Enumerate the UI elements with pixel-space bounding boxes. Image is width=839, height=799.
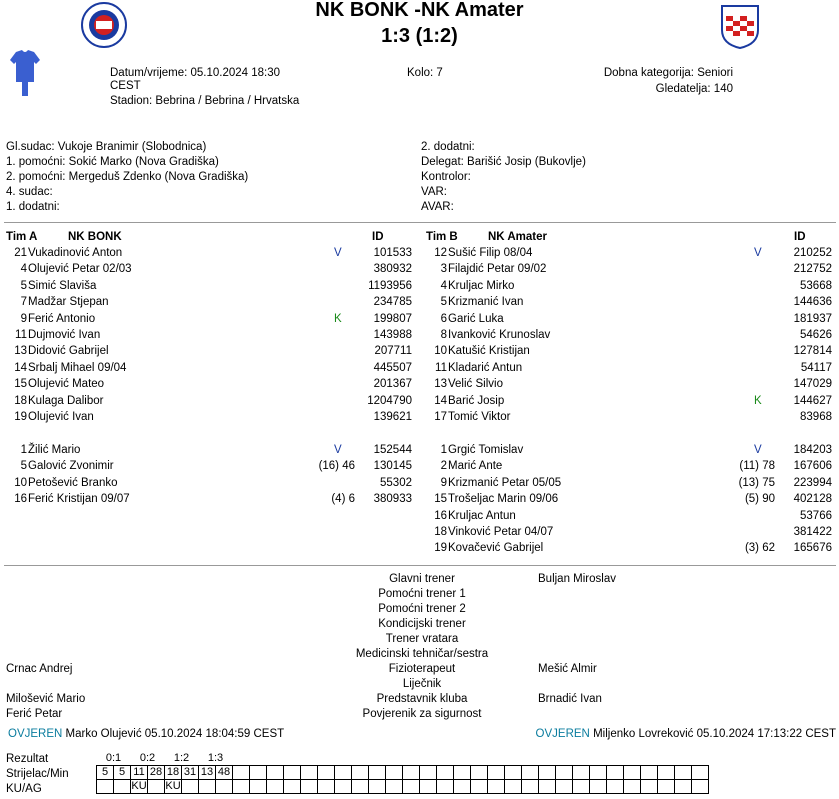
player-number: 18 [14, 394, 27, 407]
player-id: 147029 [793, 378, 832, 391]
result-cell-empty [335, 752, 352, 766]
scorer-cell: 5 [114, 766, 131, 780]
player-id: 212752 [793, 263, 832, 276]
scorer-cell-empty [590, 766, 607, 780]
player-name: Simić Slaviša [28, 279, 97, 292]
kuag-cell-empty [624, 780, 641, 794]
player-name: Velić Silvio [448, 378, 503, 391]
player-id: 144636 [793, 296, 832, 309]
player-number: 16 [434, 509, 447, 522]
scorer-cell: 31 [182, 766, 199, 780]
verified-status: OVJEREN [8, 728, 63, 740]
kuag-cell-empty [250, 780, 267, 794]
player-id: 130145 [373, 460, 412, 473]
player-name: Marić Ante [448, 460, 503, 473]
kuag-cell: KU [165, 780, 181, 792]
staff-member-team-b: Brnadić Ivan [538, 693, 602, 705]
player-name: Kruljac Mirko [448, 279, 515, 292]
player-id: 55302 [380, 476, 412, 489]
kuag-cell-empty [675, 780, 692, 794]
player-number: 19 [14, 411, 27, 423]
kuag-cell-empty [233, 780, 250, 794]
substitution-info: (11) 78 [739, 460, 775, 473]
player-name: Srbalj Mihael 09/04 [28, 361, 127, 374]
verification-right [536, 728, 836, 740]
player-id: 207711 [374, 345, 412, 358]
result-cell: 1:3 [207, 752, 224, 764]
player-number: 3 [440, 263, 447, 276]
match-title: NK BONK -NK Amater [315, 0, 524, 21]
player-id: 201367 [373, 378, 412, 391]
player-id: 165676 [793, 542, 832, 555]
player-number: 14 [14, 361, 27, 374]
player-id: 210252 [793, 247, 832, 259]
goalkeeper-mark: V [754, 444, 762, 456]
player-name: Olujević Petar 02/03 [28, 263, 132, 276]
scorer-cell-empty [250, 766, 267, 780]
result-cell-empty [522, 752, 539, 766]
player-name: Katušić Kristijan [448, 345, 530, 358]
official-entry: Kontrolor: [421, 171, 471, 183]
away-club-logo [718, 2, 762, 50]
official-entry: 1. dodatni: [6, 201, 60, 213]
staff-member-team-b: Mešić Almir [538, 663, 597, 675]
scorer-cell: 11 [131, 766, 148, 780]
player-number: 1 [20, 444, 27, 456]
scorer-cell-empty [641, 766, 658, 780]
substitution-info: (4) 6 [331, 493, 355, 506]
result-cell-empty [658, 752, 675, 766]
captain-mark: K [334, 312, 342, 325]
scoreboard-label-kuag: KU/AG [6, 783, 42, 795]
player-number: 1 [440, 444, 447, 456]
player-number: 8 [440, 329, 447, 341]
goalkeeper-mark: V [334, 444, 342, 456]
player-name: Tomić Viktor [448, 411, 511, 423]
kuag-cell-empty [437, 780, 454, 794]
kuag-cell [182, 780, 199, 794]
staff-role: Fizioterapeut [388, 663, 456, 675]
player-name: Krizmanić Petar 05/05 [448, 476, 562, 489]
player-number: 2 [440, 460, 447, 473]
team-a-name: NK BONK [68, 231, 122, 243]
player-number: 4 [20, 263, 27, 276]
player-number: 13 [14, 345, 27, 358]
staff-role: Glavni trener [389, 573, 455, 585]
official-entry: AVAR: [421, 201, 454, 213]
staff-role: Predstavnik kluba [376, 693, 468, 705]
player-id: 1204790 [367, 394, 412, 407]
scoreboard-label-scorer: Strijelac/Min [6, 768, 69, 780]
result-cell-empty [318, 752, 335, 766]
official-entry: Gl.sudac: Vukoje Branimir (Slobodnica) [6, 141, 207, 153]
player-number: 5 [20, 279, 27, 292]
scorer-cell-empty [369, 766, 386, 780]
player-number: 17 [434, 411, 447, 423]
player-id: 380933 [373, 493, 412, 506]
scorer-cell: 13 [199, 766, 216, 780]
staff-role: Trener vratara [385, 633, 459, 645]
result-cell-empty [607, 752, 624, 766]
kuag-cell-empty [658, 780, 675, 794]
scorer-cell-empty [607, 766, 624, 780]
player-name: Kovačević Gabrijel [448, 542, 544, 555]
official-entry: 2. dodatni: [421, 141, 475, 153]
kuag-cell-empty [522, 780, 539, 794]
match-stadium: Stadion: Bebrina / Bebrina / Hrvatska [110, 95, 300, 107]
player-id: 127814 [793, 345, 832, 358]
result-cell-empty [488, 752, 505, 766]
kuag-cell-empty [539, 780, 556, 794]
scorer-cell-empty [454, 766, 471, 780]
player-id: 181937 [793, 312, 832, 325]
verification-left [8, 728, 284, 740]
scorer-cell-empty [420, 766, 437, 780]
player-id: 402128 [793, 493, 832, 506]
kuag-cell-empty [488, 780, 505, 794]
result-cell-empty [386, 752, 403, 766]
player-name: Barić Josip [448, 394, 505, 407]
team-a-label: Tim A [6, 231, 38, 243]
player-name: Ivanković Krunoslav [448, 329, 551, 341]
scorer-cell-empty [658, 766, 675, 780]
team-b-id-header: ID [794, 231, 806, 243]
scorer-cell-empty [539, 766, 556, 780]
kuag-cell-empty [556, 780, 573, 794]
scorer-cell-empty [624, 766, 641, 780]
kuag-cell-empty [692, 780, 709, 794]
player-number: 12 [434, 247, 447, 259]
player-id: 143988 [373, 329, 412, 341]
scorer-cell-empty [284, 766, 301, 780]
scorer-cell: 28 [148, 766, 165, 780]
scorer-cell-empty [437, 766, 454, 780]
player-name: Vukadinović Anton [28, 247, 123, 259]
kuag-cell-empty [420, 780, 437, 794]
player-number: 4 [440, 279, 447, 292]
scorer-cell-empty [318, 766, 335, 780]
scorer-cell-empty [488, 766, 505, 780]
player-number: 14 [434, 394, 447, 407]
separator [4, 565, 836, 566]
player-number: 11 [435, 361, 447, 374]
player-id: 152544 [373, 444, 412, 456]
match-round: Kolo: 7 [407, 67, 443, 79]
player-name: Kulaga Dalibor [28, 394, 104, 407]
player-name: Filajdić Petar 09/02 [448, 263, 547, 276]
kuag-cell [97, 780, 114, 794]
player-number: 19 [434, 542, 447, 555]
kuag-cell-empty [369, 780, 386, 794]
player-number: 5 [20, 460, 27, 473]
result-cell-empty [454, 752, 471, 766]
player-number: 10 [434, 345, 447, 358]
staff-role: Liječnik [402, 678, 442, 690]
player-number: 21 [14, 247, 27, 259]
player-id: 445507 [373, 361, 412, 374]
player-id: 1193956 [368, 279, 412, 292]
player-name: Kladarić Antun [448, 361, 523, 374]
player-name: Trošeljac Marin 09/06 [448, 493, 559, 506]
official-entry: 4. sudac: [6, 186, 53, 198]
scorer-cell-empty [352, 766, 369, 780]
result-cell: 0:1 [105, 752, 122, 764]
player-id: 83968 [800, 411, 832, 423]
player-number: 9 [20, 312, 27, 325]
kuag-cell-empty [267, 780, 284, 794]
scorer-cell-empty [471, 766, 488, 780]
scorer-cell-empty [675, 766, 692, 780]
player-number: 9 [440, 476, 447, 489]
player-name: Madžar Stjepan [28, 296, 109, 309]
jersey-icon [10, 50, 40, 98]
player-name: Didović Gabrijel [28, 345, 109, 358]
match-score: 1:3 (1:2) [381, 25, 458, 47]
player-id: 53766 [800, 509, 832, 522]
player-number: 5 [440, 296, 447, 309]
kuag-cell-empty [471, 780, 488, 794]
scorer-cell-empty [335, 766, 352, 780]
player-id: 184203 [793, 444, 832, 456]
result-cell-empty [675, 752, 692, 766]
captain-mark: K [754, 394, 762, 407]
result-cell-empty [641, 752, 658, 766]
scorer-cell-empty [522, 766, 539, 780]
result-cell-empty [437, 752, 454, 766]
result-cell: 1:2 [173, 752, 190, 764]
staff-role: Medicinski tehničar/sestra [355, 648, 489, 660]
kuag-cell-empty [607, 780, 624, 794]
player-id: 101533 [373, 247, 412, 259]
kuag-cell-empty [335, 780, 352, 794]
match-timezone: CEST [110, 80, 141, 92]
player-id: 139621 [373, 411, 412, 423]
player-name: Ferić Kristijan 09/07 [28, 493, 130, 506]
player-id: 167606 [793, 460, 832, 473]
result-cell-empty [233, 752, 250, 766]
result-cell-empty [505, 752, 522, 766]
scoreboard-label-result: Rezultat [6, 753, 49, 765]
verified-by: Marko Olujević 05.10.2024 18:04:59 CEST [65, 728, 285, 740]
player-name: Olujević Mateo [28, 378, 105, 391]
verified-status: OVJEREN [535, 728, 590, 740]
kuag-cell-empty [590, 780, 607, 794]
official-entry: VAR: [421, 186, 447, 198]
result-cell-empty [284, 752, 301, 766]
official-entry: 2. pomoćni: Mergeduš Zdenko (Nova Gradiška) [6, 171, 249, 183]
staff-member-team-b: Buljan Miroslav [538, 573, 616, 585]
player-number: 7 [20, 296, 27, 309]
kuag-cell [216, 780, 233, 794]
player-number: 15 [14, 378, 27, 391]
player-id: 223994 [793, 476, 832, 489]
staff-role: Povjerenik za sigurnost [362, 708, 482, 720]
official-entry: 1. pomoćni: Sokić Marko (Nova Gradiška) [6, 156, 219, 168]
scorer-cell-empty [403, 766, 420, 780]
player-name: Olujević Ivan [28, 411, 94, 423]
scorer-cell-empty [573, 766, 590, 780]
player-id: 144627 [793, 394, 832, 407]
scorer-cell-empty [556, 766, 573, 780]
scorer-cell-empty [267, 766, 284, 780]
kuag-cell-empty [301, 780, 318, 794]
player-number: 11 [15, 329, 27, 341]
player-number: 15 [434, 493, 447, 506]
player-name: Garić Luka [448, 312, 504, 325]
staff-member-team-a: Crnac Andrej [6, 663, 73, 675]
result-cell-empty [692, 752, 709, 766]
scorer-cell-empty [386, 766, 403, 780]
substitution-info: (3) 62 [744, 542, 775, 555]
kuag-cell [199, 780, 216, 794]
staff-role: Kondicijski trener [378, 618, 466, 630]
result-cell: 0:2 [139, 752, 156, 764]
scorer-cell-empty [233, 766, 250, 780]
attendance: Gledatelja: 140 [655, 83, 733, 95]
kuag-cell-empty [318, 780, 335, 794]
result-cell-empty [369, 752, 386, 766]
match-datetime: Datum/vrijeme: 05.10.2024 18:30 [110, 67, 281, 79]
result-cell-empty [590, 752, 607, 766]
result-cell-empty [471, 752, 488, 766]
player-name: Žilić Mario [28, 444, 81, 456]
player-name: Petošević Branko [28, 476, 118, 489]
player-id: 54117 [800, 361, 832, 374]
age-category: Dobna kategorija: Seniori [603, 67, 733, 79]
verified-by: Miljenko Lovreković 05.10.2024 17:13:22 CEST [593, 728, 836, 740]
separator [4, 222, 836, 223]
staff-member-team-a: Ferić Petar [6, 708, 63, 720]
player-name: Galović Zvonimir [28, 460, 114, 473]
staff-role: Pomoćni trener 1 [378, 588, 466, 600]
kuag-cell-empty [386, 780, 403, 794]
kuag-cell [148, 780, 165, 794]
player-name: Ferić Antonio [28, 312, 96, 325]
kuag-cell [114, 780, 131, 794]
player-id: 381422 [793, 526, 832, 538]
player-id: 199807 [373, 312, 412, 325]
player-number: 10 [14, 476, 27, 489]
result-cell-empty [403, 752, 420, 766]
staff-member-team-a: Milošević Mario [6, 693, 86, 705]
scorer-cell-empty [505, 766, 522, 780]
player-name: Sušić Filip 08/04 [448, 247, 533, 259]
goalkeeper-mark: V [754, 247, 762, 259]
official-entry: Delegat: Barišić Josip (Bukovlje) [421, 156, 586, 168]
player-number: 16 [14, 493, 27, 506]
scorer-cell: 48 [216, 766, 233, 780]
result-cell-empty [250, 752, 267, 766]
player-id: 54626 [800, 329, 832, 341]
staff-role: Pomoćni trener 2 [378, 603, 466, 615]
result-cell-empty [267, 752, 284, 766]
player-name: Grgić Tomislav [448, 444, 524, 456]
player-id: 380932 [373, 263, 412, 276]
scoreboard-grid [96, 752, 709, 794]
player-name: Krizmanić Ivan [448, 296, 524, 309]
player-number: 18 [434, 526, 447, 538]
team-b-name: NK Amater [488, 231, 548, 243]
result-cell-empty [420, 752, 437, 766]
scorer-cell-empty [692, 766, 709, 780]
goalkeeper-mark: V [334, 247, 342, 259]
result-cell-empty [556, 752, 573, 766]
substitution-info: (16) 46 [318, 460, 355, 473]
scorer-cell: 5 [97, 766, 114, 780]
substitution-info: (5) 90 [744, 493, 775, 506]
result-cell-empty [539, 752, 556, 766]
player-number: 6 [440, 312, 447, 325]
kuag-cell: KU [131, 780, 147, 792]
scorer-cell-empty [301, 766, 318, 780]
result-cell-empty [352, 752, 369, 766]
kuag-cell-empty [284, 780, 301, 794]
player-name: Kruljac Antun [448, 509, 516, 522]
kuag-cell-empty [352, 780, 369, 794]
team-b-label: Tim B [426, 231, 458, 243]
player-id: 234785 [373, 296, 412, 309]
kuag-cell-empty [641, 780, 658, 794]
result-cell-empty [301, 752, 318, 766]
scorer-cell: 18 [165, 766, 182, 780]
substitution-info: (13) 75 [738, 476, 775, 489]
player-id: 53668 [800, 279, 832, 292]
result-cell-empty [573, 752, 590, 766]
kuag-cell-empty [505, 780, 522, 794]
player-number: 13 [434, 378, 447, 391]
kuag-cell-empty [454, 780, 471, 794]
team-a-id-header: ID [372, 231, 384, 243]
player-name: Dujmović Ivan [28, 329, 101, 341]
player-name: Vinković Petar 04/07 [448, 526, 554, 538]
kuag-cell-empty [573, 780, 590, 794]
kuag-cell-empty [403, 780, 420, 794]
result-cell-empty [624, 752, 641, 766]
